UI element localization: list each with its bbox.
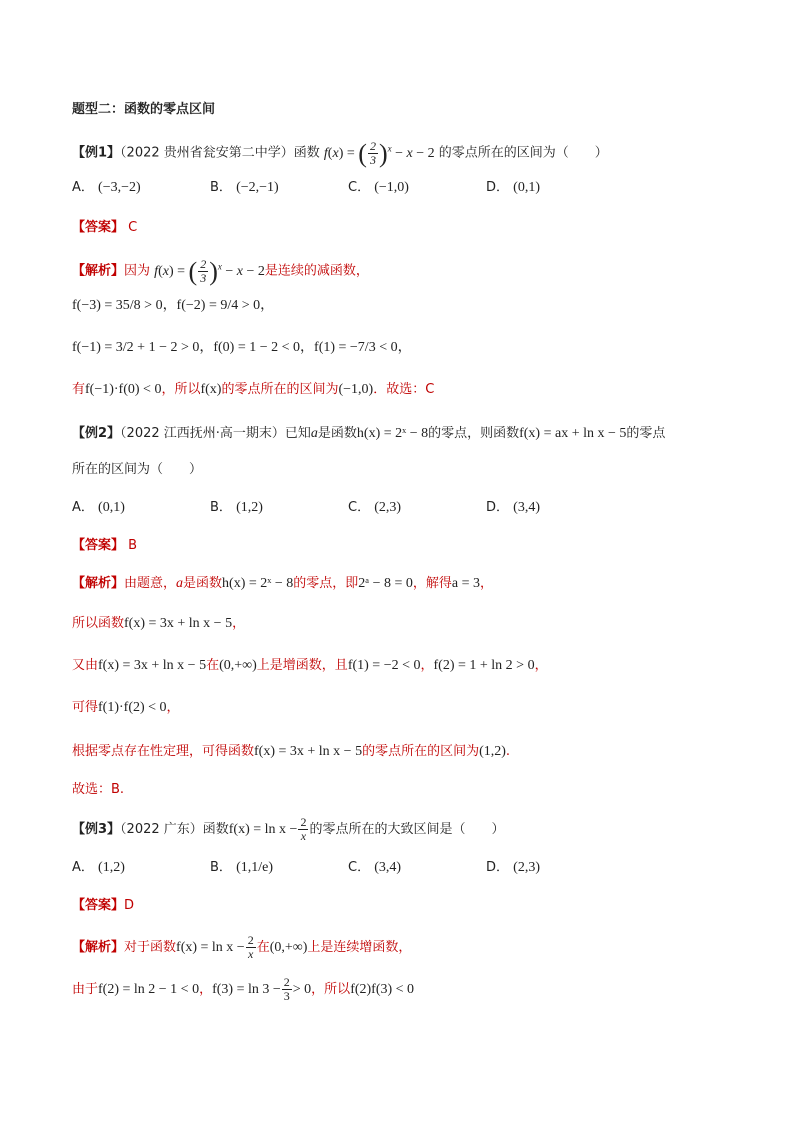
example-1-question (72, 138, 608, 167)
ex2-option-d: D． (3,4) (486, 500, 540, 515)
ex3-analysis-line-2: 由于f(2) = ln 2 − 1 < 0，f(3) = ln 3 − $\frac{2}{3}$ > 0，所以f(2)f(3) < 0 (72, 975, 415, 1003)
ex3-analysis-line-1: 【解析】对于函数f(x) = ln x − $\frac{2}{x}$ 在(0,+∞)上是连续增函数， (72, 933, 412, 961)
example-1-source: （2022 贵州省瓮安第二中学）函数 (120, 145, 320, 161)
ex2-analysis-line-6: 故选：B. (72, 782, 125, 797)
ex1-analysis-line-4: 有f(−1)·f(0) < 0，所以f(x)的零点所在的区间为(−1,0)．故选：C (72, 382, 435, 397)
ex3-option-a: A． (1,2) (72, 860, 125, 875)
ex1-option-c: C． (−1,0) (348, 180, 409, 195)
ex1-analysis-line-2: f(−3) = 35/8 > 0，f(−2) = 9/4 > 0， (72, 298, 275, 313)
ex1-answer: 【答案】 C (72, 220, 138, 235)
example-3-question: 【例3】（2022 广东）函数f(x) = ln x − $\frac{2}{x}$ 的零点所在的大致区间是（ ） (72, 815, 505, 843)
example-2-question: 【例2】（2022 江西抚州·高一期末）已知a是函数h(x) = 2ˣ − 8的零点，则函数f(x) = ax + ln x − 5的零点 (72, 426, 666, 441)
ex3-answer: 【答案】D (72, 898, 135, 913)
ex2-analysis-line-1: 【解析】由题意，a是函数h(x) = 2ˣ − 8的零点，即2ᵃ − 8 = 0，解得a = 3， (72, 576, 493, 591)
ex2-option-c: C． (2,3) (348, 500, 402, 515)
ex2-answer: 【答案】 B (72, 538, 138, 553)
example-1-tail: 的零点所在的区间为（ ） (438, 145, 608, 161)
ex3-option-d: D． (2,3) (486, 860, 540, 875)
ex2-option-a: A． (0,1) (72, 500, 125, 515)
example-1-formula: f(x) = ( $\frac{2}{3}$ )$^x$ − x − 2 (323, 138, 435, 168)
ex1-option-b: B． (−2,−1) (210, 180, 279, 195)
ex3-option-b: B． (1,1/e) (210, 860, 273, 875)
section-title: 题型二：函数的零点区间 (72, 102, 216, 117)
ex2-analysis-line-2: 所以函数f(x) = 3x + ln x − 5， (72, 616, 246, 631)
ex2-analysis-line-5: 根据零点存在性定理，可得函数f(x) = 3x + ln x − 5的零点所在的区间为(1,2). (72, 744, 511, 759)
example-1-tag: 【例1】 (72, 145, 121, 161)
ex3-option-c: C． (3,4) (348, 860, 402, 875)
ex1-analysis-line-1: 【解析】因为 f(x) = ( $\frac{2}{3}$ )$^x$ − x − 2是连续的减函数， (72, 256, 369, 286)
example-2-question-line-2: 所在的区间为（ ） (72, 462, 203, 477)
ex1-analysis-line-3: f(−1) = 3/2 + 1 − 2 > 0，f(0) = 1 − 2 < 0，f(1) = −7/3 < 0， (72, 340, 412, 355)
ex1-option-a: A． (−3,−2) (72, 180, 141, 195)
ex2-analysis-line-4: 可得f(1)·f(2) < 0， (72, 700, 180, 715)
ex1-option-d: D． (0,1) (486, 180, 540, 195)
ex2-analysis-line-3: 又由f(x) = 3x + ln x − 5在(0,+∞)上是增函数，且f(1) = −2 < 0，f(2) = 1 + ln 2 > 0， (72, 658, 548, 673)
ex2-option-b: B． (1,2) (210, 500, 263, 515)
